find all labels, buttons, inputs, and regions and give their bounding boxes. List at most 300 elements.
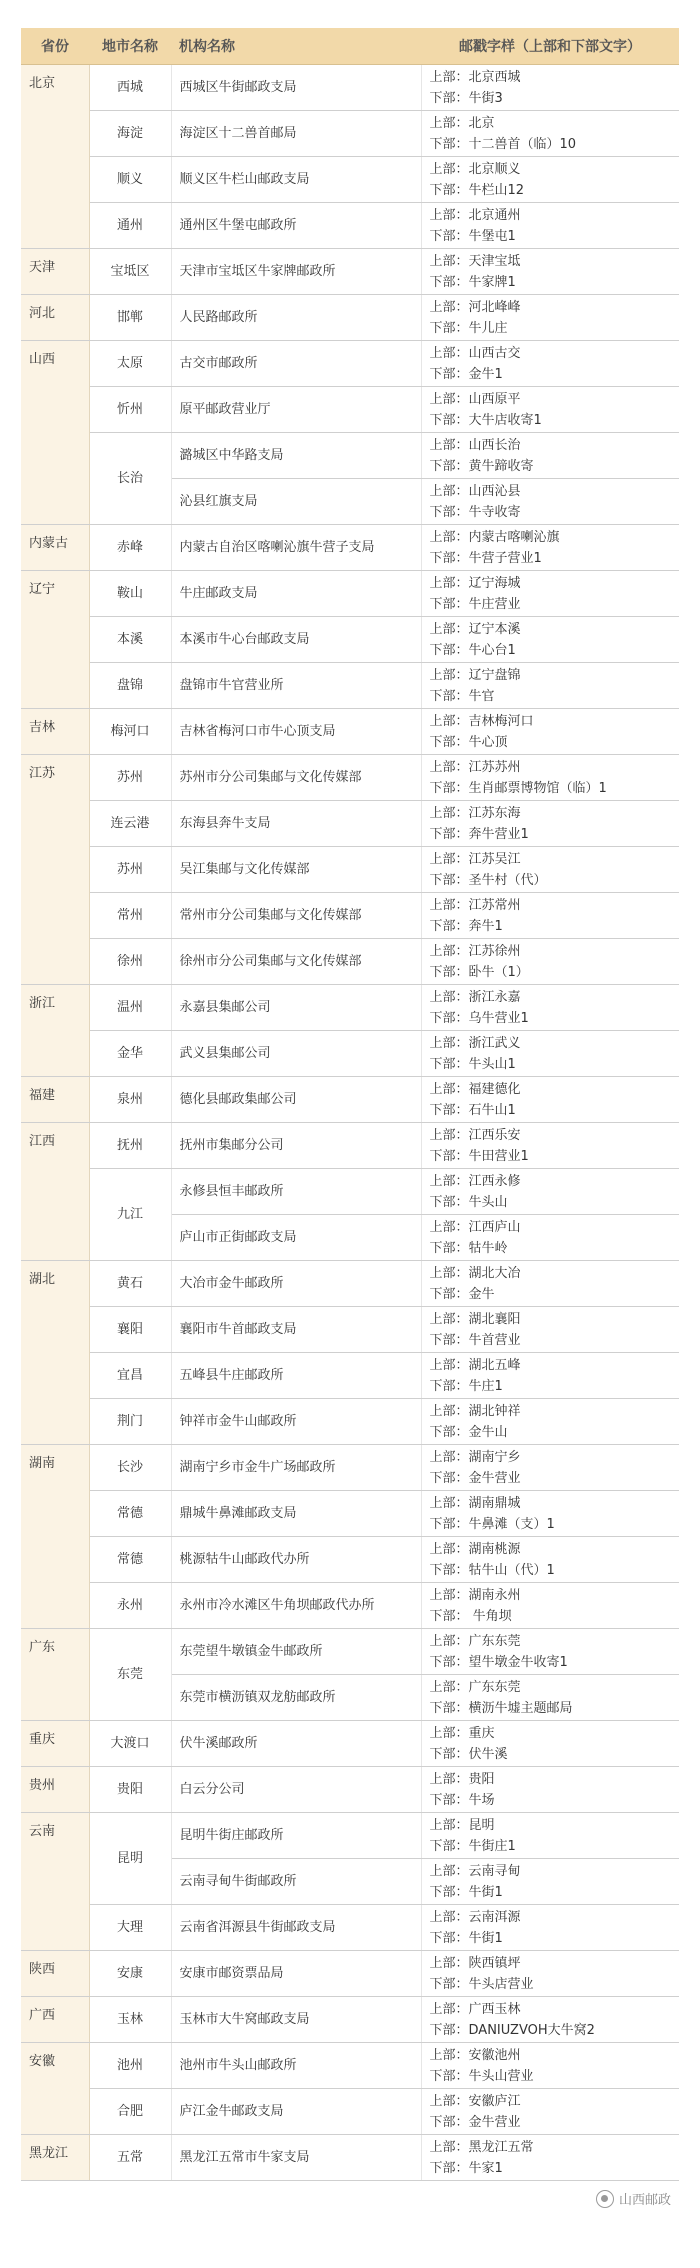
top-prefix: 上部： xyxy=(429,391,469,407)
postmark-top: 浙江武义 xyxy=(468,1035,521,1051)
bottom-prefix: 下部： xyxy=(429,136,469,152)
bottom-prefix: 下部： xyxy=(429,2160,469,2176)
top-prefix: 上部： xyxy=(429,1081,469,1097)
org-cell: 内蒙古自治区喀喇沁旗牛营子支局 xyxy=(171,525,421,571)
postmark-bottom: 金牛1 xyxy=(468,366,503,382)
postmark-top: 江西永修 xyxy=(468,1173,521,1189)
postmark-top: 湖南鼎城 xyxy=(468,1495,521,1511)
postmark-bottom-line xyxy=(430,456,672,477)
postmark-cell xyxy=(421,1813,679,1859)
province-cell: 浙江 xyxy=(21,985,89,1077)
org-cell: 徐州市分公司集邮与文化传媒部 xyxy=(171,939,421,985)
postmark-top: 湖北五峰 xyxy=(468,1357,521,1373)
table-row xyxy=(21,939,679,985)
city-cell: 苏州 xyxy=(89,847,171,893)
table-row xyxy=(21,1905,679,1951)
city-cell: 赤峰 xyxy=(89,525,171,571)
province-cell: 云南 xyxy=(21,1813,89,1951)
postmark-cell xyxy=(421,1353,679,1399)
postmark-bottom: 牛庄1 xyxy=(468,1378,503,1394)
table-row xyxy=(21,2089,679,2135)
table-row xyxy=(21,1123,679,1169)
postmark-cell xyxy=(421,847,679,893)
table-row xyxy=(21,755,679,801)
city-cell: 常州 xyxy=(89,893,171,939)
postmark-cell xyxy=(421,663,679,709)
org-cell: 沁县红旗支局 xyxy=(171,479,421,525)
bottom-prefix: 下部： xyxy=(429,1608,469,1624)
table-row xyxy=(21,617,679,663)
bottom-prefix: 下部： xyxy=(429,1010,469,1026)
postmark-top-line xyxy=(430,1907,672,1928)
top-prefix: 上部： xyxy=(429,1219,469,1235)
postmark-cell xyxy=(421,479,679,525)
postmark-bottom-line xyxy=(430,1100,672,1121)
city-cell: 宝坻区 xyxy=(89,249,171,295)
postmark-top-line xyxy=(430,1263,672,1284)
org-cell: 吴江集邮与文化传媒部 xyxy=(171,847,421,893)
postmark-bottom: 牛首营业 xyxy=(468,1332,521,1348)
postmark-bottom: 金牛营业 xyxy=(468,2114,521,2130)
city-cell: 苏州 xyxy=(89,755,171,801)
bottom-prefix: 下部： xyxy=(429,1516,469,1532)
postmark-cell xyxy=(421,65,679,111)
top-prefix: 上部： xyxy=(429,2047,469,2063)
city-cell: 黄石 xyxy=(89,1261,171,1307)
top-prefix: 上部： xyxy=(429,1725,469,1741)
top-prefix: 上部： xyxy=(429,1771,469,1787)
postmark-top-line xyxy=(430,1999,672,2020)
postmark-top-line xyxy=(430,435,672,456)
postmark-top-line xyxy=(430,1631,672,1652)
postmark-bottom: 牯牛山（代）1 xyxy=(468,1562,555,1578)
postmark-top-line xyxy=(430,1217,672,1238)
postmark-cell xyxy=(421,571,679,617)
postmark-bottom-line xyxy=(430,778,672,799)
postmark-cell xyxy=(421,203,679,249)
postmark-top: 福建德化 xyxy=(468,1081,521,1097)
org-cell: 原平邮政营业厅 xyxy=(171,387,421,433)
postmark-cell xyxy=(421,1905,679,1951)
table-row xyxy=(21,1813,679,1859)
table-body xyxy=(21,65,679,2181)
postmark-top: 江西乐安 xyxy=(468,1127,521,1143)
province-cell: 江西 xyxy=(21,1123,89,1261)
org-cell: 大冶市金牛邮政所 xyxy=(171,1261,421,1307)
postmark-top: 安徽庐江 xyxy=(468,2093,521,2109)
top-prefix: 上部： xyxy=(429,1955,469,1971)
postmark-bottom-line xyxy=(430,1192,672,1213)
postmark-bottom-line xyxy=(430,1376,672,1397)
province-cell: 陕西 xyxy=(21,1951,89,1997)
postmark-top-line xyxy=(430,1401,672,1422)
postmark-top-line xyxy=(430,619,672,640)
province-cell: 河北 xyxy=(21,295,89,341)
postmark-bottom: 牛头山1 xyxy=(468,1056,516,1072)
postmark-top-line xyxy=(430,1309,672,1330)
bottom-prefix: 下部： xyxy=(429,2114,469,2130)
org-cell: 常州市分公司集邮与文化传媒部 xyxy=(171,893,421,939)
top-prefix: 上部： xyxy=(429,529,469,545)
bottom-prefix: 下部： xyxy=(429,918,469,934)
org-cell: 永州市冷水滩区牛角坝邮政代办所 xyxy=(171,1583,421,1629)
postmark-top: 江苏吴江 xyxy=(468,851,521,867)
postmark-bottom: 牛家1 xyxy=(468,2160,503,2176)
postmark-bottom: 牛儿庄 xyxy=(468,320,508,336)
province-cell: 黑龙江 xyxy=(21,2135,89,2181)
top-prefix: 上部： xyxy=(429,759,469,775)
top-prefix: 上部： xyxy=(429,207,469,223)
province-cell: 湖北 xyxy=(21,1261,89,1445)
postmark-bottom-line xyxy=(430,1330,672,1351)
postmark-bottom: 牛营子营业1 xyxy=(468,550,542,566)
postmark-top-line xyxy=(430,1493,672,1514)
top-prefix: 上部： xyxy=(429,989,469,1005)
postmark-top: 贵阳 xyxy=(468,1771,495,1787)
table-row xyxy=(21,65,679,111)
city-cell: 大渡口 xyxy=(89,1721,171,1767)
bottom-prefix: 下部： xyxy=(429,550,469,566)
org-cell: 昆明牛街庄邮政所 xyxy=(171,1813,421,1859)
postmark-bottom: 牛堡屯1 xyxy=(468,228,516,244)
table-row xyxy=(21,525,679,571)
province-cell: 辽宁 xyxy=(21,571,89,709)
postmark-cell xyxy=(421,1767,679,1813)
postmark-bottom: 黄牛蹄收寄 xyxy=(468,458,534,474)
postmark-bottom-line xyxy=(430,272,672,293)
province-cell: 安徽 xyxy=(21,2043,89,2135)
postmark-top: 河北峰峰 xyxy=(468,299,521,315)
province-cell: 贵州 xyxy=(21,1767,89,1813)
city-cell: 本溪 xyxy=(89,617,171,663)
postmark-cell xyxy=(421,1399,679,1445)
postmark-top: 广东东莞 xyxy=(468,1633,521,1649)
city-cell: 梅河口 xyxy=(89,709,171,755)
postmark-top: 江苏苏州 xyxy=(468,759,521,775)
table-row xyxy=(21,709,679,755)
top-prefix: 上部： xyxy=(429,805,469,821)
bottom-prefix: 下部： xyxy=(429,2022,469,2038)
city-cell: 邯郸 xyxy=(89,295,171,341)
table-row xyxy=(21,893,679,939)
bottom-prefix: 下部： xyxy=(429,1286,469,1302)
postmark-cell xyxy=(421,1307,679,1353)
bottom-prefix: 下部： xyxy=(429,1792,469,1808)
postmark-bottom: 牛街1 xyxy=(468,1884,503,1900)
postmark-cell xyxy=(421,525,679,571)
postmark-bottom-line xyxy=(430,1054,672,1075)
top-prefix: 上部： xyxy=(429,575,469,591)
postmark-top: 山西沁县 xyxy=(468,483,521,499)
bottom-prefix: 下部： xyxy=(429,1654,469,1670)
city-cell: 西城 xyxy=(89,65,171,111)
table-row xyxy=(21,1491,679,1537)
top-prefix: 上部： xyxy=(429,1495,469,1511)
city-cell: 东莞 xyxy=(89,1629,171,1721)
bottom-prefix: 下部： xyxy=(429,1424,469,1440)
org-cell: 牛庄邮政支局 xyxy=(171,571,421,617)
bottom-prefix: 下部： xyxy=(429,1148,469,1164)
watermark xyxy=(596,2181,671,2208)
header-province: 省份 xyxy=(21,28,89,65)
postmark-bottom: 牛官 xyxy=(468,688,495,704)
table-row xyxy=(21,1307,679,1353)
postmark-top: 陕西镇坪 xyxy=(468,1955,521,1971)
table-row xyxy=(21,1031,679,1077)
postmark-bottom: 圣牛村（代） xyxy=(468,872,547,888)
org-cell: 西城区牛街邮政支局 xyxy=(171,65,421,111)
org-cell: 天津市宝坻区牛家牌邮政所 xyxy=(171,249,421,295)
postmark-bottom-line xyxy=(430,1836,672,1857)
top-prefix: 上部： xyxy=(429,161,469,177)
bottom-prefix: 下部： xyxy=(429,780,469,796)
bottom-prefix: 下部： xyxy=(429,412,469,428)
bottom-prefix: 下部： xyxy=(429,228,469,244)
postmark-top: 云南寻甸 xyxy=(468,1863,521,1879)
postmark-top: 湖北襄阳 xyxy=(468,1311,521,1327)
table-row xyxy=(21,663,679,709)
postmark-bottom-line xyxy=(430,1652,672,1673)
postmark-top-line xyxy=(430,1769,672,1790)
header-org: 机构名称 xyxy=(171,28,421,65)
postmark-bottom: 牛栏山12 xyxy=(468,182,525,198)
province-cell: 重庆 xyxy=(21,1721,89,1767)
org-cell: 庐山市正街邮政支局 xyxy=(171,1215,421,1261)
bottom-prefix: 下部： xyxy=(429,2068,469,2084)
table-row xyxy=(21,1583,679,1629)
bottom-prefix: 下部： xyxy=(429,734,469,750)
postmark-bottom-line xyxy=(430,1422,672,1443)
city-cell: 抚州 xyxy=(89,1123,171,1169)
postmark-top-line xyxy=(430,1033,672,1054)
table-row xyxy=(21,387,679,433)
header-row xyxy=(21,28,679,65)
org-cell: 伏牛溪邮政所 xyxy=(171,1721,421,1767)
postmark-bottom: 牛心台1 xyxy=(468,642,516,658)
city-cell: 连云港 xyxy=(89,801,171,847)
city-cell: 永州 xyxy=(89,1583,171,1629)
table-row xyxy=(21,157,679,203)
postmark-bottom: 牛角坝 xyxy=(468,1608,512,1624)
postmark-bottom: 牛家牌1 xyxy=(468,274,516,290)
postmark-top-line xyxy=(430,665,672,686)
bottom-prefix: 下部： xyxy=(429,688,469,704)
postmark-top-line xyxy=(430,2091,672,2112)
postmark-bottom: 牛头山营业 xyxy=(468,2068,534,2084)
postmark-cell xyxy=(421,1215,679,1261)
postmark-top-line xyxy=(430,205,672,226)
postmark-top: 湖南宁乡 xyxy=(468,1449,521,1465)
postmark-top: 江苏常州 xyxy=(468,897,521,913)
bottom-prefix: 下部： xyxy=(429,1700,469,1716)
top-prefix: 上部： xyxy=(429,897,469,913)
postmark-top-line xyxy=(430,895,672,916)
bottom-prefix: 下部： xyxy=(429,274,469,290)
table-row xyxy=(21,1721,679,1767)
bottom-prefix: 下部： xyxy=(429,1332,469,1348)
postmark-top: 辽宁盘锦 xyxy=(468,667,521,683)
postmark-bottom: 十二兽首（临）10 xyxy=(468,136,577,152)
postmark-cell xyxy=(421,295,679,341)
bottom-prefix: 下部： xyxy=(429,1884,469,1900)
postmark-bottom-line xyxy=(430,1882,672,1903)
org-cell: 盘锦市牛官营业所 xyxy=(171,663,421,709)
table-row xyxy=(21,1629,679,1675)
org-cell: 庐江金牛邮政支局 xyxy=(171,2089,421,2135)
bottom-prefix: 下部： xyxy=(429,1470,469,1486)
postmark-top: 北京顺义 xyxy=(468,161,521,177)
postmark-bottom: 牛庄营业 xyxy=(468,596,521,612)
table-row xyxy=(21,1537,679,1583)
top-prefix: 上部： xyxy=(429,1357,469,1373)
city-cell: 温州 xyxy=(89,985,171,1031)
table-row xyxy=(21,801,679,847)
top-prefix: 上部： xyxy=(429,1265,469,1281)
top-prefix: 上部： xyxy=(429,253,469,269)
postmark-bottom: 牯牛岭 xyxy=(468,1240,508,1256)
postmark-cell xyxy=(421,2043,679,2089)
org-cell: 人民路邮政所 xyxy=(171,295,421,341)
org-cell: 玉林市大牛窝邮政支局 xyxy=(171,1997,421,2043)
postmark-bottom-line xyxy=(430,1008,672,1029)
postmark-top-line xyxy=(430,1171,672,1192)
postmark-cell xyxy=(421,1491,679,1537)
postmark-top-line xyxy=(430,159,672,180)
postmark-bottom-line xyxy=(430,870,672,891)
bottom-prefix: 下部： xyxy=(429,320,469,336)
table-row xyxy=(21,1353,679,1399)
postmark-top: 天津宝坻 xyxy=(468,253,521,269)
bottom-prefix: 下部： xyxy=(429,596,469,612)
postmark-bottom-line xyxy=(430,1238,672,1259)
postmark-top: 黑龙江五常 xyxy=(468,2139,534,2155)
postmark-cell xyxy=(421,755,679,801)
city-cell: 玉林 xyxy=(89,1997,171,2043)
postmark-top: 内蒙古喀喇沁旗 xyxy=(468,529,560,545)
postmark-top-line xyxy=(430,527,672,548)
postmark-top-line xyxy=(430,389,672,410)
postmark-top-line xyxy=(430,803,672,824)
postmark-bottom: 横沥牛墟主题邮局 xyxy=(468,1700,573,1716)
postmark-top: 江西庐山 xyxy=(468,1219,521,1235)
postmark-cell xyxy=(421,709,679,755)
province-cell: 福建 xyxy=(21,1077,89,1123)
table-row xyxy=(21,433,679,479)
bottom-prefix: 下部： xyxy=(429,366,469,382)
postmark-bottom-line xyxy=(430,824,672,845)
postmark-bottom-line xyxy=(430,686,672,707)
city-cell: 五常 xyxy=(89,2135,171,2181)
bottom-prefix: 下部： xyxy=(429,1102,469,1118)
postmark-top-line xyxy=(430,297,672,318)
postmark-bottom-line xyxy=(430,226,672,247)
postmark-bottom-line xyxy=(430,916,672,937)
postmark-bottom-line xyxy=(430,318,672,339)
postmark-bottom: 牛街庄1 xyxy=(468,1838,516,1854)
postmark-top-line xyxy=(430,1585,672,1606)
postmark-top-line xyxy=(430,987,672,1008)
org-cell: 本溪市牛心台邮政支局 xyxy=(171,617,421,663)
postmark-top: 云南洱源 xyxy=(468,1909,521,1925)
top-prefix: 上部： xyxy=(429,1909,469,1925)
bottom-prefix: 下部： xyxy=(429,642,469,658)
postmark-cell xyxy=(421,1997,679,2043)
org-cell: 武义县集邮公司 xyxy=(171,1031,421,1077)
postmark-top-line xyxy=(430,1677,672,1698)
bottom-prefix: 下部： xyxy=(429,1562,469,1578)
postmark-top: 广西玉林 xyxy=(468,2001,521,2017)
top-prefix: 上部： xyxy=(429,621,469,637)
postmark-top-line xyxy=(430,757,672,778)
city-cell: 泉州 xyxy=(89,1077,171,1123)
city-cell: 九江 xyxy=(89,1169,171,1261)
city-cell: 徐州 xyxy=(89,939,171,985)
postmark-top: 湖南桃源 xyxy=(468,1541,521,1557)
province-cell: 湖南 xyxy=(21,1445,89,1629)
org-cell: 池州市牛头山邮政所 xyxy=(171,2043,421,2089)
table-row xyxy=(21,1445,679,1491)
postmark-cell xyxy=(421,157,679,203)
postmark-bottom-line xyxy=(430,134,672,155)
bottom-prefix: 下部： xyxy=(429,1746,469,1762)
postmark-top-line xyxy=(430,1861,672,1882)
city-cell: 通州 xyxy=(89,203,171,249)
postmark-cell xyxy=(421,111,679,157)
postmark-top: 吉林梅河口 xyxy=(468,713,534,729)
org-cell: 东莞望牛墩镇金牛邮政所 xyxy=(171,1629,421,1675)
postmark-bottom: 牛田营业1 xyxy=(468,1148,529,1164)
table-row xyxy=(21,1767,679,1813)
postmark-top-line xyxy=(430,1815,672,1836)
city-cell: 鞍山 xyxy=(89,571,171,617)
top-prefix: 上部： xyxy=(429,713,469,729)
postmark-top: 北京通州 xyxy=(468,207,521,223)
top-prefix: 上部： xyxy=(429,943,469,959)
postmark-top-line xyxy=(430,849,672,870)
table-row xyxy=(21,2043,679,2089)
bottom-prefix: 下部： xyxy=(429,90,469,106)
top-prefix: 上部： xyxy=(429,1127,469,1143)
postmark-top-line xyxy=(430,1723,672,1744)
postmark-bottom-line xyxy=(430,1974,672,1995)
top-prefix: 上部： xyxy=(429,2139,469,2155)
city-cell: 太原 xyxy=(89,341,171,387)
table-row xyxy=(21,1077,679,1123)
top-prefix: 上部： xyxy=(429,345,469,361)
city-cell: 宜昌 xyxy=(89,1353,171,1399)
postmark-top-line xyxy=(430,1447,672,1468)
header-city: 地市名称 xyxy=(89,28,171,65)
postmark-bottom-line xyxy=(430,1146,672,1167)
org-cell: 东海县奔牛支局 xyxy=(171,801,421,847)
org-cell: 五峰县牛庄邮政所 xyxy=(171,1353,421,1399)
org-cell: 襄阳市牛首邮政支局 xyxy=(171,1307,421,1353)
postmark-cell xyxy=(421,1583,679,1629)
city-cell: 池州 xyxy=(89,2043,171,2089)
top-prefix: 上部： xyxy=(429,1173,469,1189)
postmark-cell xyxy=(421,801,679,847)
postmark-bottom: 乌牛营业1 xyxy=(468,1010,529,1026)
postmark-top-line xyxy=(430,2045,672,2066)
postmark-bottom-line xyxy=(430,410,672,431)
bottom-prefix: 下部： xyxy=(429,826,469,842)
city-cell: 顺义 xyxy=(89,157,171,203)
postmark-top: 北京 xyxy=(468,115,495,131)
postmark-bottom-line xyxy=(430,1606,672,1627)
table-row xyxy=(21,203,679,249)
org-cell: 桃源牯牛山邮政代办所 xyxy=(171,1537,421,1583)
top-prefix: 上部： xyxy=(429,1863,469,1879)
